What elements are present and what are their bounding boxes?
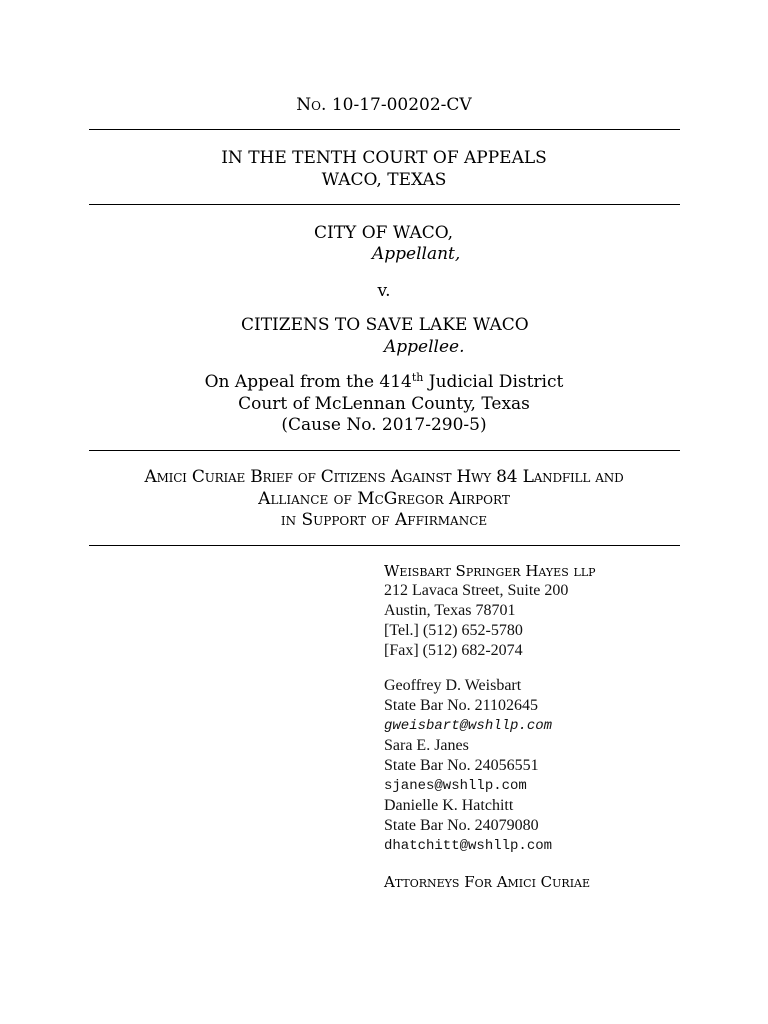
court-name: IN THE TENTH COURT OF APPEALS	[221, 148, 547, 168]
firm-tel: [Tel.] (512) 652-5780	[384, 622, 523, 639]
appeal-line-2: Court of McLennan County, Texas	[238, 394, 530, 414]
docket-prefix: No.	[296, 95, 327, 115]
firm-address-2: Austin, Texas 78701	[384, 602, 516, 619]
appellant-role: Appellant,	[372, 244, 461, 264]
attorney-2-name: Sara E. Janes	[384, 737, 469, 754]
court-location: WACO, TEXAS	[321, 170, 447, 190]
attorney-2-bar: State Bar No. 24056551	[384, 757, 539, 774]
docket-number	[0, 95, 768, 115]
attorney-3-email[interactable]: dhatchitt@wshllp.com	[384, 838, 553, 854]
attorney-1-bar: State Bar No. 21102645	[384, 697, 539, 714]
divider-1	[89, 129, 680, 130]
appeal-line-1-post: Judicial District	[423, 372, 564, 392]
attorney-1-name: Geoffrey D. Weisbart	[384, 677, 522, 694]
attorney-3-bar: State Bar No. 24079080	[384, 817, 539, 834]
divider-4	[89, 545, 680, 546]
appellee-role: Appellee.	[384, 337, 465, 357]
divider-3	[89, 450, 680, 451]
appeal-line-1-pre: On Appeal from the 414	[204, 372, 412, 392]
firm-fax: [Fax] (512) 682-2074	[384, 642, 523, 659]
attorney-1-email[interactable]: gweisbart@wshllp.com	[384, 718, 553, 734]
docket-value: 10-17-00202-CV	[326, 95, 472, 115]
appeal-line-3: (Cause No. 2017-290-5)	[281, 415, 487, 435]
versus: v.	[377, 281, 391, 301]
appellant-name: CITY OF WACO,	[314, 223, 454, 243]
divider-2	[89, 204, 680, 205]
brief-title-line-3: in Support of Affirmance	[280, 510, 488, 530]
appeal-ordinal-suffix: th	[411, 371, 424, 384]
firm-name: Weisbart Springer Hayes llp	[384, 562, 596, 580]
attorneys-for-label: Attorneys For Amici Curiae	[384, 873, 591, 891]
firm-address-1: 212 Lavaca Street, Suite 200	[384, 582, 569, 599]
attorney-3-name: Danielle K. Hatchitt	[384, 797, 514, 814]
appeal-line-1	[0, 372, 768, 392]
attorney-2-email[interactable]: sjanes@wshllp.com	[384, 778, 527, 794]
brief-title-line-1: Amici Curiae Brief of Citizens Against Hwy 84 Landfill and	[144, 467, 624, 487]
brief-title-line-2: Alliance of McGregor Airport	[258, 489, 510, 509]
appellee-name: CITIZENS TO SAVE LAKE WACO	[241, 315, 529, 335]
